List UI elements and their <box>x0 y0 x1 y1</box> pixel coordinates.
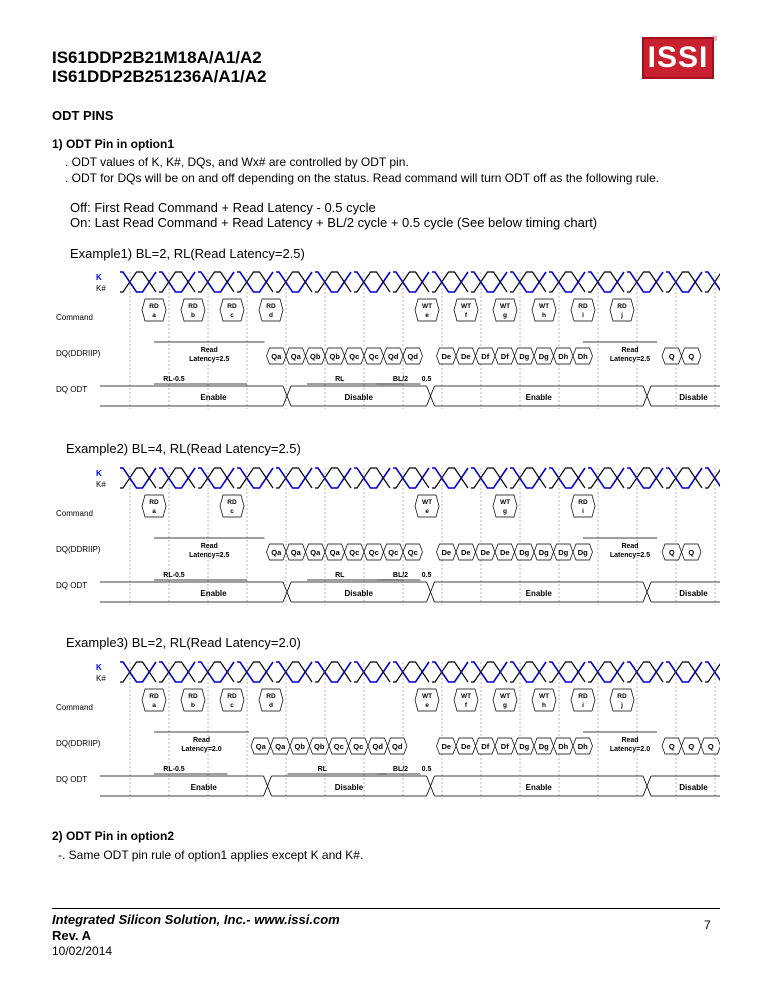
command-op: WT <box>460 303 472 310</box>
command-op: WT <box>421 499 433 506</box>
timing-diagram-2 <box>52 460 720 615</box>
dq-value: Qc <box>333 742 344 751</box>
odt-disable-2: Disable <box>679 589 708 598</box>
command-op: RD <box>188 303 198 310</box>
k-label: K <box>96 469 102 478</box>
read-label-1: Read <box>200 347 218 354</box>
kb-label: K# <box>96 674 106 683</box>
dq-value: Q <box>668 742 675 751</box>
dq-value: Qd <box>407 352 418 361</box>
dq-value: Dg <box>519 742 530 751</box>
dq-value: Dg <box>538 352 549 361</box>
command-op: RD <box>227 499 237 506</box>
dq-value: Dg <box>577 548 588 557</box>
command-op: RD <box>227 303 237 310</box>
dq-value: Qc <box>368 548 379 557</box>
command-op: RD <box>266 303 276 310</box>
option1-bullet-1: . ODT values of K, K#, DQs, and Wx# are controlled by ODT pin. <box>65 155 409 169</box>
command-op: RD <box>578 303 588 310</box>
command-id: f <box>464 702 468 709</box>
command-id: e <box>425 508 429 515</box>
command-id: a <box>152 508 156 515</box>
command-op: RD <box>266 693 276 700</box>
command-label: Command <box>56 703 93 712</box>
dq-value: De <box>480 548 491 557</box>
odt-enable-1: Enable <box>190 783 217 792</box>
dq-value: Qa <box>290 352 301 361</box>
k-clock-waveform <box>120 662 720 682</box>
dq-value: Dg <box>558 548 569 557</box>
dq-value: Qa <box>310 548 321 557</box>
latency-label-1: Latency=2.5 <box>189 356 230 363</box>
dq-value: De <box>441 548 452 557</box>
dq-value: Qd <box>372 742 383 751</box>
command-op: WT <box>421 303 433 310</box>
bl2-label: BL/2 <box>392 572 409 579</box>
dq-value: Qa <box>255 742 266 751</box>
dq-value: Qd <box>388 352 399 361</box>
latency-label-1: Latency=2.0 <box>181 746 222 753</box>
odt-label: DQ ODT <box>56 581 88 590</box>
command-op: WT <box>499 693 511 700</box>
command-id: a <box>152 702 156 709</box>
odt-label: DQ ODT <box>56 775 88 784</box>
command-id: a <box>152 312 156 319</box>
command-id: c <box>230 702 234 709</box>
rl-label: RL <box>335 572 345 579</box>
k-label: K <box>96 663 102 672</box>
timing-diagram-1 <box>52 264 720 419</box>
command-op: RD <box>227 693 237 700</box>
page-number: 7 <box>704 918 711 932</box>
example1-title: Example1) BL=2, RL(Read Latency=2.5) <box>70 246 305 261</box>
command-op: RD <box>617 693 627 700</box>
kb-clock-waveform <box>120 272 720 292</box>
command-id: f <box>464 312 468 319</box>
half-cycle-label: 0.5 <box>421 766 432 773</box>
dq-value: Qc <box>353 742 364 751</box>
rl-label: RL <box>335 376 345 383</box>
dq-value: Dg <box>538 548 549 557</box>
dq-value: Dg <box>519 352 530 361</box>
dq-value: De <box>460 548 471 557</box>
command-id: c <box>230 312 234 319</box>
command-id: g <box>503 312 507 319</box>
section-title: ODT PINS <box>52 108 114 123</box>
bl2-label: BL/2 <box>392 376 409 383</box>
dq-value: Q <box>668 352 675 361</box>
dq-value: Dg <box>519 548 530 557</box>
kb-clock-waveform <box>120 662 720 682</box>
rl-minus-label: RL-0.5 <box>163 572 185 579</box>
command-label: Command <box>56 509 93 518</box>
dq-value: De <box>460 742 471 751</box>
half-cycle-label: 0.5 <box>421 572 432 579</box>
dq-value: Qa <box>275 742 286 751</box>
doc-part-number-2: IS61DDP2B251236A/A1/A2 <box>52 67 267 86</box>
command-id: c <box>230 508 234 515</box>
dq-label: DQ(DDRIIP) <box>56 349 101 358</box>
command-op: WT <box>499 303 511 310</box>
command-id: h <box>542 312 546 319</box>
dq-value: Dh <box>577 352 588 361</box>
dq-value: Dg <box>538 742 549 751</box>
dq-value: Df <box>500 352 509 361</box>
k-clock-waveform <box>120 272 720 292</box>
command-id: d <box>269 702 273 709</box>
doc-part-number-1: IS61DDP2B21M18A/A1/A2 <box>52 48 262 67</box>
dq-value: Qb <box>294 742 305 751</box>
odt-enable-1: Enable <box>200 393 227 402</box>
kb-label: K# <box>96 284 106 293</box>
command-op: WT <box>499 499 511 506</box>
odt-label: DQ ODT <box>56 385 88 394</box>
command-op: RD <box>149 303 159 310</box>
dq-label: DQ(DDRIIP) <box>56 739 101 748</box>
command-id: b <box>191 312 195 319</box>
option2-title: 2) ODT Pin in option2 <box>52 829 174 843</box>
registered-mark: ® <box>712 36 718 43</box>
bl2-label: BL/2 <box>392 766 409 773</box>
command-id: e <box>425 702 429 709</box>
dq-value: Q <box>707 742 714 751</box>
timing-diagram-svg-2 <box>52 460 720 610</box>
odt-enable-2: Enable <box>525 393 552 402</box>
rl-minus-label: RL-0.5 <box>163 766 185 773</box>
command-op: RD <box>617 303 627 310</box>
dq-value: Df <box>500 742 509 751</box>
command-id: i <box>582 702 584 709</box>
odt-enable-2: Enable <box>525 589 552 598</box>
odt-enable-1: Enable <box>200 589 227 598</box>
latency-label-2: Latency=2.5 <box>609 356 651 363</box>
dq-value: Dh <box>577 742 588 751</box>
dq-value: Qc <box>407 548 418 557</box>
dq-value: Qb <box>310 352 321 361</box>
option2-text: -. Same ODT pin rule of option1 applies except K and K#. <box>58 848 364 862</box>
command-op: RD <box>578 693 588 700</box>
command-op: RD <box>149 499 159 506</box>
command-id: j <box>621 312 623 319</box>
command-id: g <box>503 508 507 515</box>
odt-disable-1: Disable <box>344 393 373 402</box>
timing-diagram-svg-3 <box>52 654 720 804</box>
odt-disable-2: Disable <box>679 783 708 792</box>
dq-value: Dh <box>558 352 569 361</box>
dq-value: Q <box>668 548 675 557</box>
odt-disable-2: Disable <box>679 393 708 402</box>
option1-bullet-2: . ODT for DQs will be on and off depending on the status. Read command will turn ODT off as the following rule. <box>65 171 660 185</box>
dq-value: Qa <box>329 548 340 557</box>
dq-value: Qb <box>329 352 340 361</box>
odt-disable-1: Disable <box>334 783 364 792</box>
footer-revision: Rev. A <box>52 928 92 943</box>
rule-on: On: Last Read Command + Read Latency + BL/2 cycle + 0.5 cycle (See below timing chart) <box>70 215 598 230</box>
dq-value: Qc <box>368 352 379 361</box>
command-id: i <box>582 312 584 319</box>
dq-value: Qa <box>271 548 282 557</box>
example3-title: Example3) BL=2, RL(Read Latency=2.0) <box>66 635 301 650</box>
read-label-2: Read <box>621 543 639 550</box>
dq-value: De <box>441 742 452 751</box>
dq-value: Qd <box>392 742 403 751</box>
dq-value: Qb <box>314 742 325 751</box>
command-id: j <box>621 702 623 709</box>
k-label: K <box>96 273 102 282</box>
k-clock-waveform <box>120 468 720 488</box>
command-op: WT <box>538 303 550 310</box>
command-id: e <box>425 312 429 319</box>
timing-diagram-3 <box>52 654 720 809</box>
dq-value: Qa <box>271 352 282 361</box>
dq-value: Qa <box>290 548 301 557</box>
command-id: b <box>191 702 195 709</box>
command-id: h <box>542 702 546 709</box>
dq-value: Q <box>688 742 695 751</box>
dq-value: Q <box>688 352 695 361</box>
read-label-2: Read <box>621 347 639 354</box>
command-op: WT <box>421 693 433 700</box>
command-op: RD <box>578 499 588 506</box>
kb-label: K# <box>96 480 106 489</box>
dq-value: De <box>441 352 452 361</box>
dq-value: De <box>499 548 510 557</box>
rl-minus-label: RL-0.5 <box>163 376 185 383</box>
dq-label: DQ(DDRIIP) <box>56 545 101 554</box>
footer-rule <box>52 908 720 909</box>
command-op: WT <box>460 693 472 700</box>
footer-date: 10/02/2014 <box>52 944 113 958</box>
command-op: RD <box>188 693 198 700</box>
issi-logo: ISSI <box>642 37 714 79</box>
odt-waveform <box>100 582 720 602</box>
kb-clock-waveform <box>120 468 720 488</box>
half-cycle-label: 0.5 <box>421 376 432 383</box>
dq-value: Df <box>481 742 490 751</box>
dq-value: Df <box>481 352 490 361</box>
dq-value: Q <box>688 548 695 557</box>
latency-label-1: Latency=2.5 <box>189 552 230 559</box>
odt-disable-1: Disable <box>344 589 373 598</box>
read-label-1: Read <box>192 737 211 744</box>
latency-label-2: Latency=2.5 <box>609 552 651 559</box>
dq-value: Dh <box>558 742 569 751</box>
command-label: Command <box>56 313 93 322</box>
latency-label-2: Latency=2.0 <box>609 746 651 753</box>
odt-enable-2: Enable <box>525 783 552 792</box>
command-op: WT <box>538 693 550 700</box>
dq-value: De <box>460 352 471 361</box>
rule-off: Off: First Read Command + Read Latency - 0.5 cycle <box>70 200 376 215</box>
command-op: RD <box>149 693 159 700</box>
rl-label: RL <box>317 766 327 773</box>
read-label-1: Read <box>200 543 218 550</box>
option1-title: 1) ODT Pin in option1 <box>52 137 174 151</box>
timing-diagram-svg-1 <box>52 264 720 414</box>
dq-value: Qc <box>388 548 399 557</box>
example2-title: Example2) BL=4, RL(Read Latency=2.5) <box>66 441 301 456</box>
read-label-2: Read <box>621 737 639 744</box>
dq-value: Qc <box>349 548 360 557</box>
odt-waveform <box>100 386 720 406</box>
command-id: i <box>582 508 584 515</box>
footer-company: Integrated Silicon Solution, Inc.- www.issi.com <box>52 912 340 927</box>
command-id: d <box>269 312 273 319</box>
command-id: g <box>503 702 507 709</box>
dq-value: Qc <box>349 352 360 361</box>
